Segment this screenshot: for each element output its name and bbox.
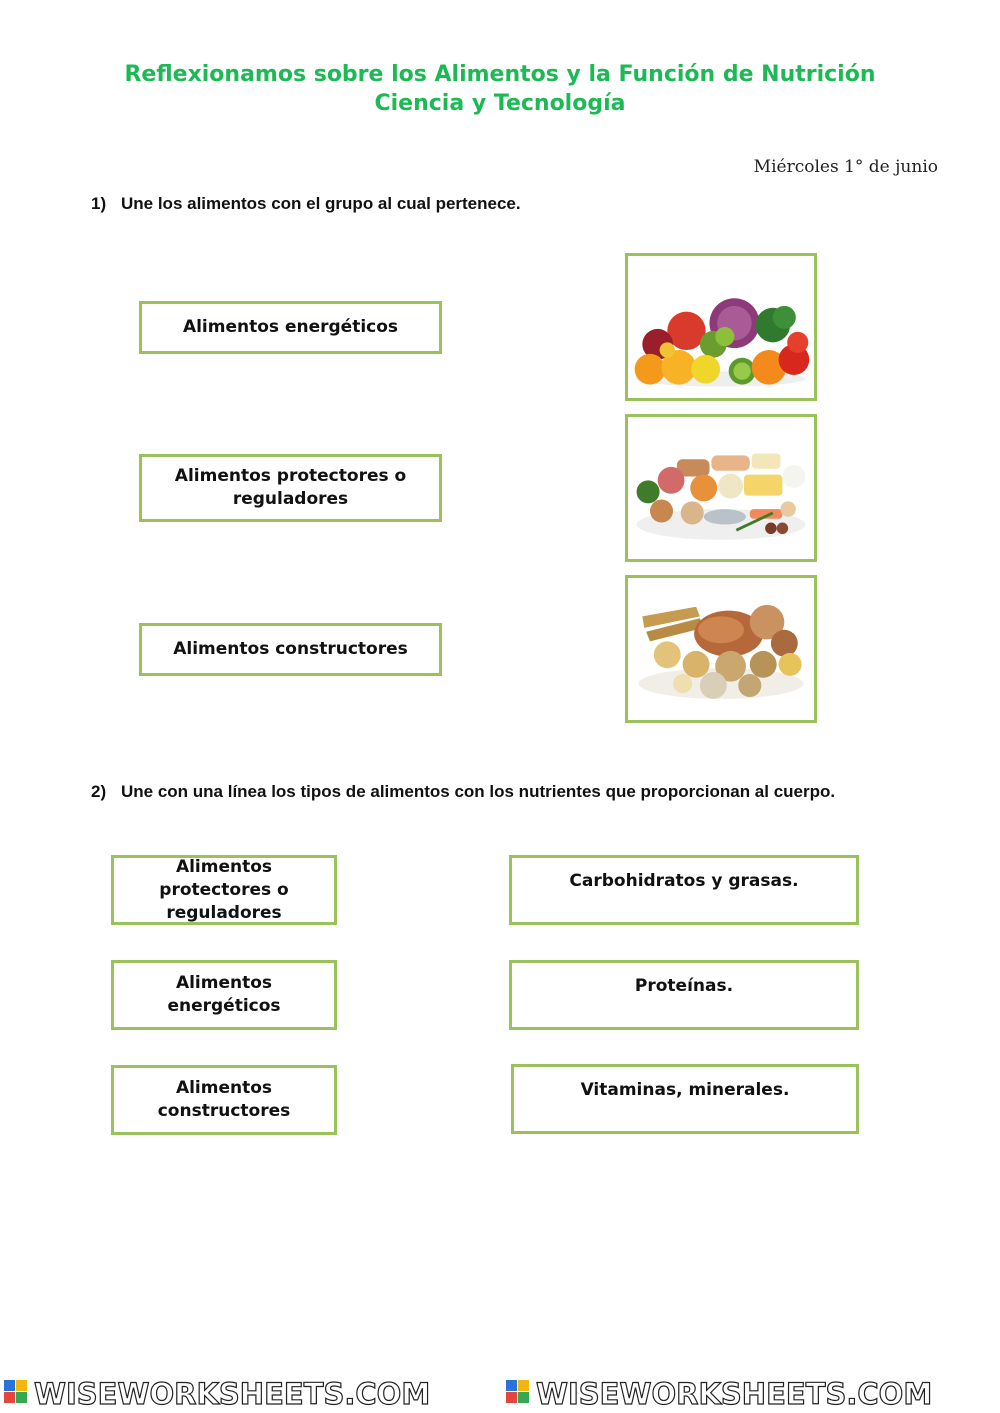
question-1 [91,194,521,214]
q1-label-energeticos[interactable]: Alimentos energéticos [139,301,442,354]
worksheet-subtitle: Ciencia y Tecnología [374,91,626,116]
q2-left-energeticos[interactable]: Alimentos energéticos [111,960,337,1030]
q2-right-vitaminas[interactable]: Vitaminas, minerales. [511,1064,859,1134]
q1-label-constructores[interactable]: Alimentos constructores [139,623,442,676]
wiseworksheets-logo-icon [506,1380,529,1403]
q2-left-protectores[interactable]: Alimentos protectores o reguladores [111,855,337,925]
q2-right-proteinas[interactable]: Proteínas. [509,960,859,1030]
grains-bread-image[interactable] [625,575,817,723]
fruits-vegetables-image[interactable] [625,253,817,401]
question-1-text: Une los alimentos con el grupo al cual pertenece. [121,194,521,213]
question-2-text: Une con una línea los tipos de alimentos con los nutrientes que proporcionan al cuerpo. [121,782,836,801]
question-2-number: 2) [91,782,107,801]
q2-left-constructores[interactable]: Alimentos constructores [111,1065,337,1135]
worksheet-date: Miércoles 1° de junio [753,157,938,177]
proteins-image[interactable] [625,414,817,562]
watermark-text-1: WISEWORKSHEETS.COM [34,1377,431,1411]
footer-watermark [0,1372,1000,1413]
worksheet-title: Reflexionamos sobre los Alimentos y la Función de Nutrición [124,62,876,87]
question-1-number: 1) [91,194,107,213]
wiseworksheets-logo-icon [4,1380,27,1403]
q2-right-carbohidratos[interactable]: Carbohidratos y grasas. [509,855,859,925]
watermark-text-2: WISEWORKSHEETS.COM [536,1377,933,1411]
question-2 [91,782,835,802]
q1-label-protectores[interactable]: Alimentos protectores o reguladores [139,454,442,522]
